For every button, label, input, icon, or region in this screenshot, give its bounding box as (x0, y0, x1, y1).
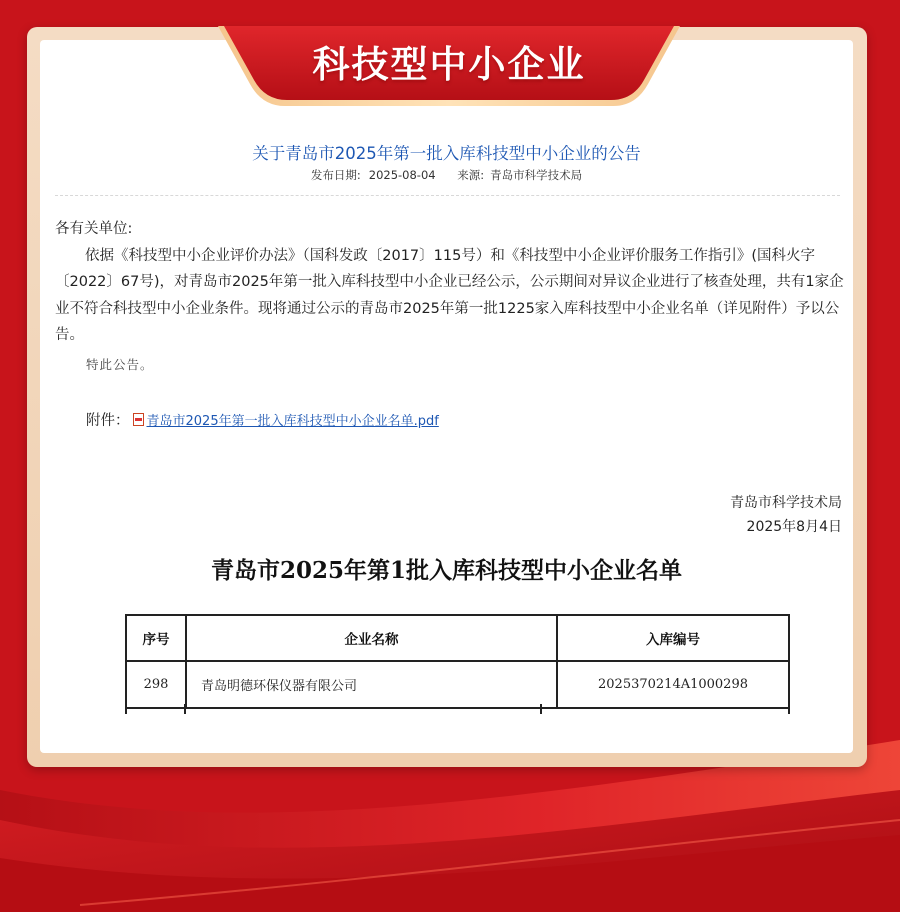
table-continuation (125, 704, 790, 714)
signature-block (730, 491, 842, 539)
publish-date-label: 发布日期: (310, 168, 361, 182)
row-number: 298 (126, 661, 186, 708)
column-header-name: 企业名称 (186, 615, 557, 661)
table-tail-line (540, 704, 542, 714)
enterprise-name: 青岛明德环保仪器有限公司 (186, 661, 557, 708)
table-header-row (126, 615, 789, 661)
attachment-label: 附件： (86, 413, 130, 429)
header-divider (55, 195, 840, 196)
body-paragraph: 依据《科技型中小企业评价办法》（国科发政〔2017〕115号）和《科技型中小企业评价服务工作指引》(国科火字〔2022〕67号)，对青岛市2025年第一批入库科技型中小企业已经公示，公示期间对异议企业进行了核查处理，共有1家企业不符合科技型中小企业条件。现将通过公示的青岛市2025年第一批1225家入库科技型中小企业名单（详见附件）予以公告。 (55, 247, 844, 343)
announcement-body (55, 216, 845, 349)
column-header-code: 入库编号 (557, 615, 789, 661)
banner-title: 科技型中小企业 (312, 43, 586, 86)
pdf-file-icon (133, 413, 144, 426)
publish-date-value: 2025-08-04 (368, 168, 436, 182)
table-tail-line (788, 704, 790, 714)
publish-date (311, 168, 436, 182)
announcement-title: 关于青岛市2025年第一批入库科技型中小企业的公告 (252, 144, 641, 163)
closing-remark: 特此公告。 (86, 357, 154, 372)
source (451, 168, 582, 182)
column-header-no: 序号 (126, 615, 186, 661)
source-label: 来源: (457, 168, 485, 182)
attachment-row (86, 409, 439, 430)
registration-code: 2025370214A1000298 (557, 661, 789, 708)
article-meta (40, 167, 853, 183)
table-tail-line (184, 704, 186, 714)
enterprise-table (125, 614, 790, 709)
signature-org: 青岛市科学技术局 (730, 495, 842, 511)
table-tail-line (125, 704, 127, 714)
salutation: 各有关单位: (55, 221, 133, 237)
source-value: 青岛市科学技术局 (490, 168, 583, 182)
signature-date: 2025年8月4日 (746, 519, 842, 535)
roster-title: 青岛市2025年第1批入库科技型中小企业名单 (210, 557, 683, 584)
table-row (126, 661, 789, 708)
attachment-link[interactable]: 青岛市2025年第一批入库科技型中小企业名单.pdf (146, 414, 439, 429)
